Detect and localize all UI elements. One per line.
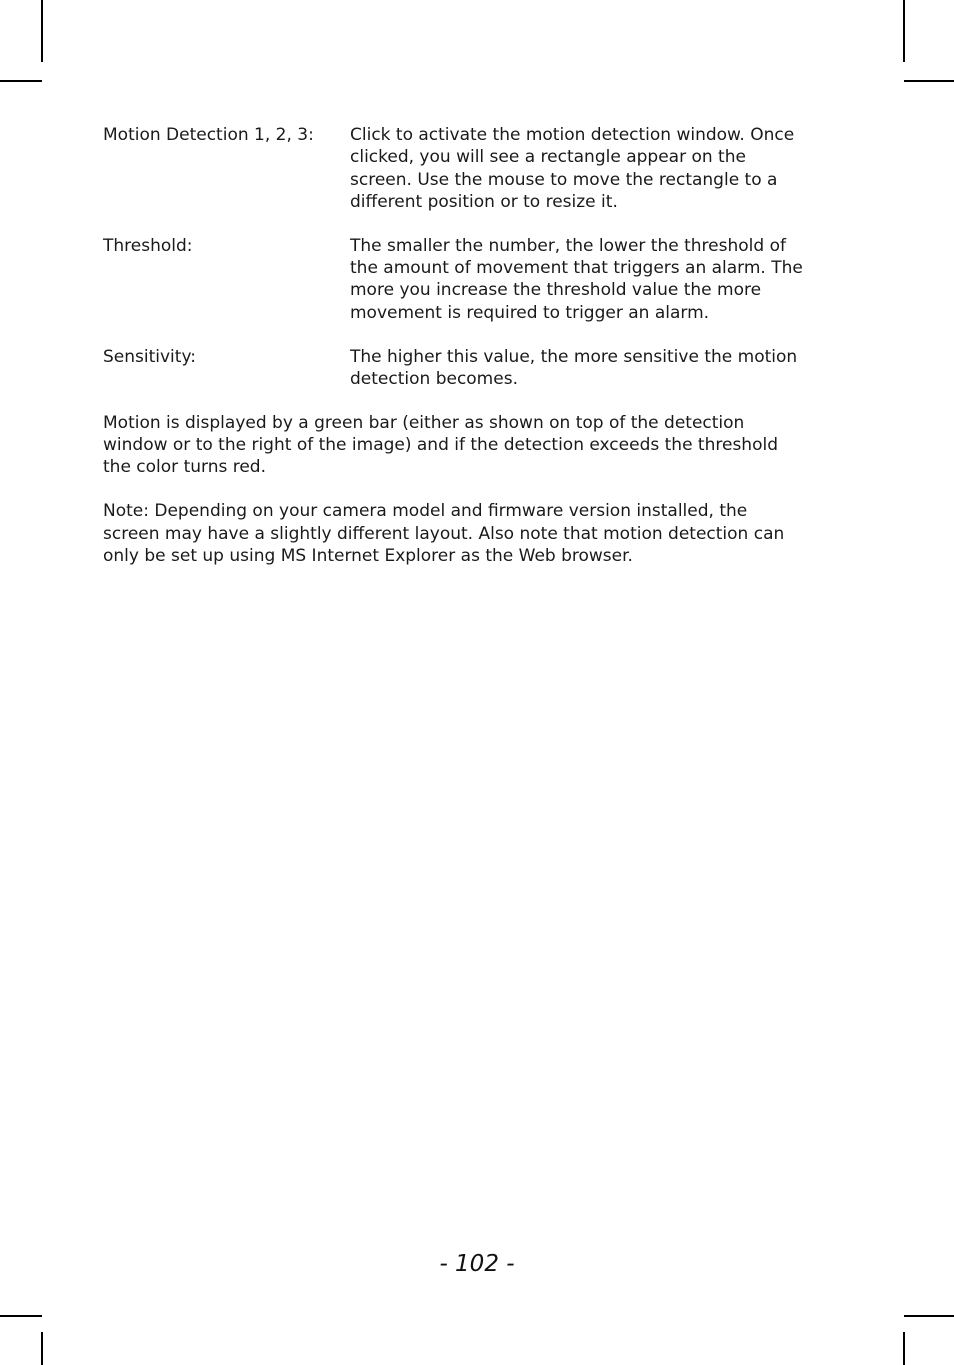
crop-mark-top-right-vertical (903, 0, 905, 62)
definition-term: Threshold: (103, 235, 193, 256)
crop-mark-bottom-right-horizontal (904, 1315, 954, 1317)
definition-term: Sensitivity: (103, 346, 196, 367)
crop-mark-bottom-left-vertical (41, 1332, 43, 1365)
crop-mark-bottom-left-horizontal (0, 1315, 42, 1317)
definition-description: The smaller the number, the lower the threshold of the amount of movement that triggers an alarm. The more you increase the threshold value the more movement is required to trigger an alarm. (350, 235, 803, 323)
crop-mark-top-right-horizontal (904, 80, 954, 82)
page-number: - 102 - (439, 1251, 515, 1277)
definition-description: Click to activate the motion detection window. Once clicked, you will see a rectangle appear on the screen. Use the mouse to move the rectangle to a different position or to resize it. (350, 125, 795, 212)
definition-description: The higher this value, the more sensitive the motion detection becomes. (350, 346, 798, 389)
definition-term: Motion Detection 1, 2, 3: (103, 125, 314, 145)
motion-display-paragraph: Motion is displayed by a green bar (either as shown on top of the detection window or to the right of the image) and if the detection exceeds the threshold the color turns red. (103, 412, 778, 478)
crop-mark-top-left-vertical (41, 0, 43, 62)
crop-mark-bottom-right-vertical (903, 1332, 905, 1365)
definition-sensitivity (103, 346, 848, 391)
crop-mark-top-left-horizontal (0, 80, 42, 82)
definition-threshold (103, 235, 848, 324)
note-paragraph: Note: Depending on your camera model and firmware version installed, the screen may have a slightly different layout. Also note that motion detection can only be set up using MS Internet Explorer as the Web browser. (103, 501, 785, 566)
definition-motion-detection (103, 124, 848, 213)
page-content (103, 124, 848, 589)
